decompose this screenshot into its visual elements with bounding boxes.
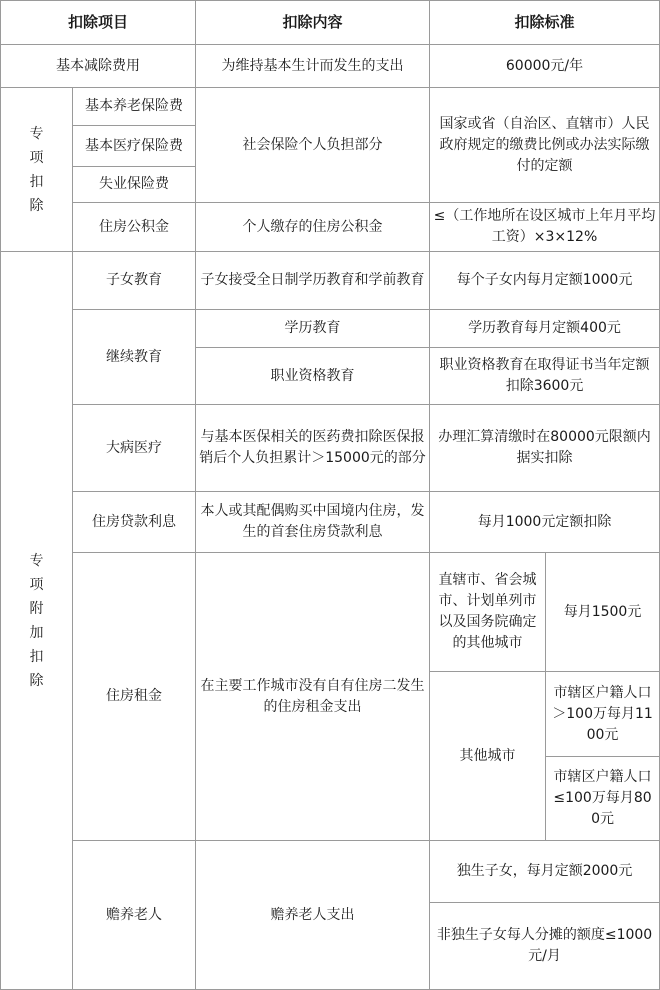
- serious-illness-name: 大病医疗: [73, 405, 196, 492]
- mortgage-standard: 每月1000元定额扣除: [430, 492, 660, 553]
- elderly-content: 赡养老人支出: [196, 841, 430, 990]
- table-row: [1, 203, 660, 252]
- rent-over-1m: 市辖区户籍人口＞100万每月1100元: [546, 672, 660, 757]
- child-education-standard: 每个子女内每月定额1000元: [430, 252, 660, 310]
- vocational-education-content: 职业资格教育: [196, 348, 430, 405]
- special-label: 专项扣除: [1, 88, 73, 252]
- table-row: [1, 492, 660, 553]
- header-standard: 扣除标准: [430, 1, 660, 45]
- rent-other-cities: 其他城市: [430, 672, 546, 841]
- table-row: [1, 252, 660, 310]
- table-row: [1, 841, 660, 903]
- table-row: [1, 553, 660, 672]
- table-row: [1, 88, 660, 126]
- header-row: [1, 1, 660, 45]
- mortgage-name: 住房贷款利息: [73, 492, 196, 553]
- header-item: 扣除项目: [1, 1, 196, 45]
- continuing-education-name: 继续教育: [73, 310, 196, 405]
- child-education-name: 子女教育: [73, 252, 196, 310]
- elderly-only-child: 独生子女，每月定额2000元: [430, 841, 660, 903]
- special-item-unemployment: 失业保险费: [73, 167, 196, 203]
- elderly-name: 赡养老人: [73, 841, 196, 990]
- basic-row: [1, 45, 660, 88]
- header-content: 扣除内容: [196, 1, 430, 45]
- rent-major-cities: 直辖市、省会城市、计划单列市以及国务院确定的其他城市: [430, 553, 546, 672]
- degree-education-content: 学历教育: [196, 310, 430, 348]
- rent-under-1m: 市辖区户籍人口≤100万每月800元: [546, 757, 660, 841]
- rent-major-standard: 每月1500元: [546, 553, 660, 672]
- serious-illness-content: 与基本医保相关的医药费扣除医保报销后个人负担累计＞15000元的部分: [196, 405, 430, 492]
- child-education-content: 子女接受全日制学历教育和学前教育: [196, 252, 430, 310]
- additional-label: 专项附加扣除: [1, 252, 73, 990]
- basic-item: 基本减除费用: [1, 45, 196, 88]
- basic-standard: 60000元/年: [430, 45, 660, 88]
- special-insurance-content: 社会保险个人负担部分: [196, 88, 430, 203]
- mortgage-content: 本人或其配偶购买中国境内住房，发生的首套住房贷款利息: [196, 492, 430, 553]
- special-insurance-standard: 国家或省（自治区、直辖市）人民政府规定的缴费比例或办法实际缴付的定额: [430, 88, 660, 203]
- basic-content: 为维持基本生计而发生的支出: [196, 45, 430, 88]
- table-row: [1, 310, 660, 348]
- table-row: [1, 405, 660, 492]
- special-fund-standard: ≤（工作地所在设区城市上年月平均工资）×3×12%: [430, 203, 660, 252]
- serious-illness-standard: 办理汇算清缴时在80000元限额内据实扣除: [430, 405, 660, 492]
- rent-name: 住房租金: [73, 553, 196, 841]
- elderly-non-only-child: 非独生子女每人分摊的额度≤1000元/月: [430, 903, 660, 990]
- special-item-medical: 基本医疗保险费: [73, 126, 196, 167]
- special-fund-content: 个人缴存的住房公积金: [196, 203, 430, 252]
- rent-content: 在主要工作城市没有自有住房二发生的住房租金支出: [196, 553, 430, 841]
- vocational-education-standard: 职业资格教育在取得证书当年定额扣除3600元: [430, 348, 660, 405]
- special-item-pension: 基本养老保险费: [73, 88, 196, 126]
- degree-education-standard: 学历教育每月定额400元: [430, 310, 660, 348]
- special-item-housing-fund: 住房公积金: [73, 203, 196, 252]
